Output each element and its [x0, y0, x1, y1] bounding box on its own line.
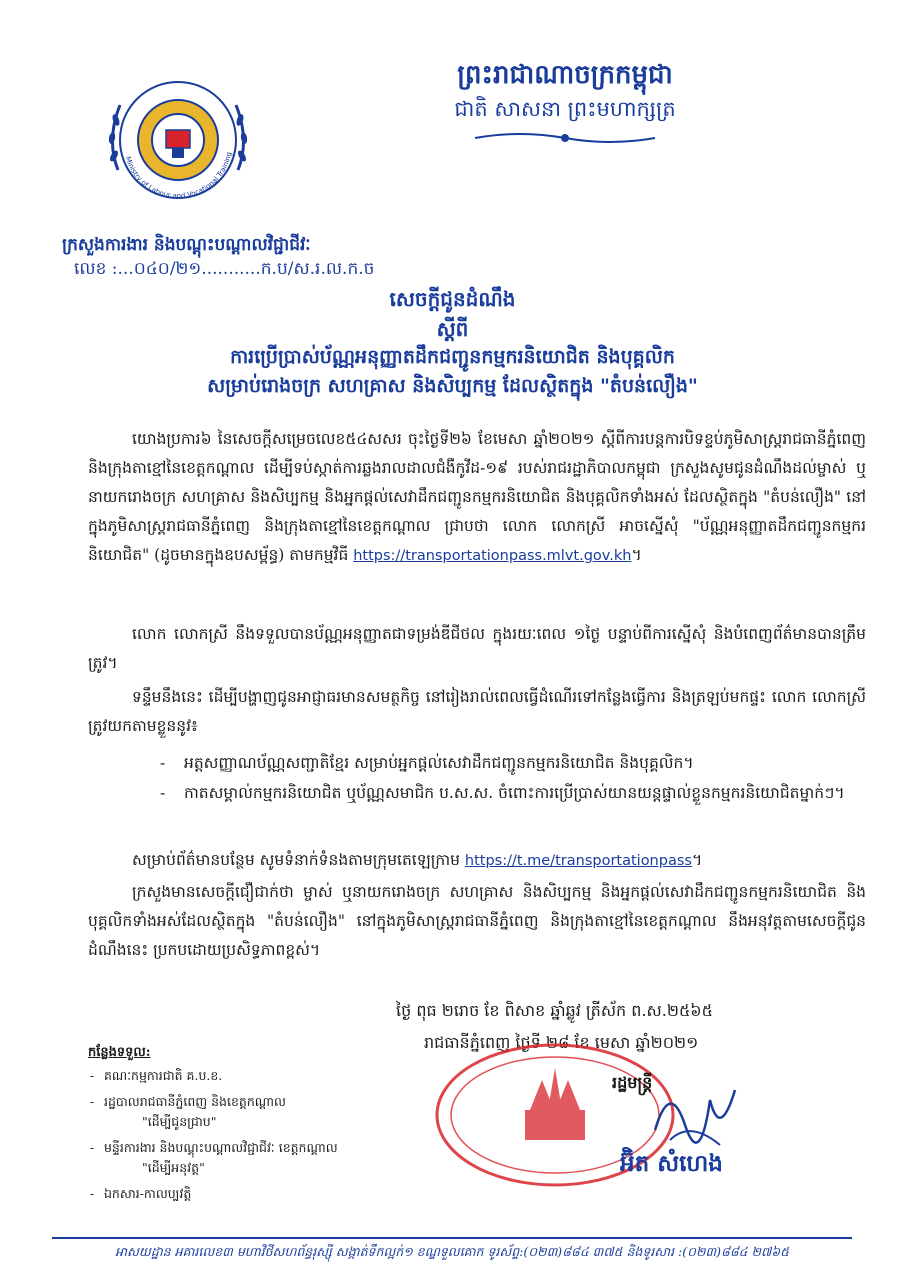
list-item-note: "ដើម្បីអនុវត្ត" [142, 1160, 205, 1175]
lunar-date: ថ្ងៃ ពុធ ២រោច ខែ ពិសាខ ឆ្នាំឆ្លូវ ត្រីស័ក ព.ស.២៥៦៥ [396, 1001, 713, 1020]
notice-subject-line1: ការប្រើប្រាស់ប័ណ្ណអនុញ្ញាតដឹកជញ្ជូនកម្មករនិយោជិត និងបុគ្គលិក [230, 346, 675, 368]
required-documents-list [160, 748, 866, 808]
ornament-divider [470, 130, 660, 146]
list-item-note: "ដើម្បីជូនជ្រាប" [142, 1114, 217, 1129]
list-item: - កាតសម្គាល់កម្មករនិយោជិត ឬប័ណ្ណសមាជិក ប.ស.ស. ចំពោះការប្រើប្រាស់យានយន្តផ្ទាល់ខ្លួនកម្មករនិយោជិតម្នាក់ៗ។ [160, 778, 866, 808]
list-item: - មន្ទីរការងារ និងបណ្តុះបណ្តាលវិជ្ជាជីវៈ ខេត្តកណ្តាល [90, 1138, 420, 1158]
paragraph-3: ទន្ទឹមនឹងនេះ ដើម្បីបង្ហាញជូនអាជ្ញាធរមានសមត្ថកិច្ច នៅរៀងរាល់ពេលធ្វើដំណើរទៅកន្លែងធ្វើការ និងត្រឡប់មកផ្ទះ លោក លោកស្រី ត្រូវយកតាមខ្លួននូវ៖ [88, 688, 866, 735]
footer-address: អាសយដ្ឋាន អគារលេខ៣ មហាវិថីសហព័ន្ធរុស្ស៊ី សង្កាត់ទឹកល្អក់១ ខណ្ឌទួលគោក ទូរស័ព្ទ:(០២៣)៨៨៤ ៣៧៥ និងទូរសារ :(០២៣)៨៨៤ ២៧៦៥ [115, 1244, 789, 1259]
kingdom-heading: ព្រះរាជាណាចក្រកម្ពុជា [457, 60, 673, 90]
reference-number: លេខ :...០៤០/២១...........ក.ប/ស.រ.ល.ក.ច [74, 259, 375, 279]
logo-text: Ministry of Labour and Vocational Training [123, 151, 234, 201]
recipients-list [90, 1066, 420, 1204]
recipients-heading: កន្លែងទទួល: [88, 1045, 151, 1060]
notice-title: សេចក្តីជូនដំណឹង [389, 287, 516, 311]
paragraph-1: យោងប្រការ៦ នៃសេចក្តីសម្រេចលេខ៥៤សសរ ចុះថ្ងៃទី២៦ ខែមេសា ឆ្នាំ២០២១ ស្តីពីការបន្តការបិទខ្ទប់ភូមិសាស្ត្ររាជធានីភ្នំពេញ និងក្រុងតាខ្មៅនៃខេត្តកណ្តាល ដើម្បីទប់ស្កាត់ការឆ្លងរាលដាលជំងឺកូវីដ-១៩ របស់រាជរដ្ឋាភិបាលកម្ពុជា ក្រសួងសូមជូនដំណឹងដល់ម្ចាស់ ឬនាយករោងចក្រ សហគ្រាស និងសិប្បកម្ម និងអ្នកផ្តល់សេវាដឹកជញ្ជូនកម្មករនិយោជិត និងបុគ្គលិកទាំងអស់ ដែលស្ថិតក្នុង "តំបន់លឿង" នៅក្នុងភូមិសាស្ត្ររាជធានីភ្នំពេញ និងក្រុងតាខ្មៅនៃខេត្តកណ្តាល ជ្រាបថា លោក លោកស្រី អាចស្នើសុំ "ប័ណ្ណអនុញ្ញាតដឹកជញ្ជូនកម្មករនិយោជិត" (ដូចមានក្នុងឧបសម្ព័ន្ធ) តាមកម្មវិធី https://transportationpass.mlvt.gov.kh។ [88, 430, 866, 564]
signatory-name: អ៊ិត សំហេង [620, 1150, 723, 1177]
telegram-link[interactable]: https://t.me/transportationpass [464, 853, 692, 869]
paragraph-2: លោក លោកស្រី នឹងទទួលបានប័ណ្ណអនុញ្ញាតជាទម្រង់ឌីជីថល ក្នុងរយៈពេល ១ថ្ងៃ បន្ទាប់ពីការស្នើសុំ និងបំពេញព័ត៌មានបានត្រឹមត្រូវ។ [88, 625, 866, 672]
signature-scribble [650, 1070, 740, 1150]
list-item: - ឯកសារ-កាលប្បវត្តិ [90, 1184, 420, 1204]
list-item: - រដ្ឋបាលរាជធានីភ្នំពេញ និងខេត្តកណ្តាល [90, 1092, 420, 1112]
ministry-logo [98, 60, 258, 220]
list-item: - គណៈកម្មការជាតិ គ.ប.ខ. [90, 1066, 420, 1086]
transportation-pass-link[interactable]: https://transportationpass.mlvt.gov.kh [353, 548, 632, 564]
ministry-name: ក្រសួងការងារ និងបណ្តុះបណ្តាលវិជ្ជាជីវៈ [62, 235, 311, 255]
notice-subject-label: ស្តីពី [436, 317, 469, 341]
national-motto: ជាតិ សាសនា ព្រះមហាក្សត្រ [454, 97, 676, 121]
solar-date: រាជធានីភ្នំពេញ ថ្ងៃទី ២៨ ខែ មេសា ឆ្នាំ២០២១ [424, 1033, 699, 1052]
footer-divider [52, 1237, 852, 1239]
notice-subject-line2: សម្រាប់រោងចក្រ សហគ្រាស និងសិប្បកម្ម ដែលស្ថិតក្នុង "តំបន់លឿង" [207, 375, 698, 397]
paragraph-5: ក្រសួងមានសេចក្តីជឿជាក់ថា ម្ចាស់ ឬនាយករោងចក្រ សហគ្រាស និងសិប្បកម្ម និងអ្នកផ្តល់សេវាដឹកជញ្ជូនកម្មករនិយោជិត និងបុគ្គលិកទាំងអស់ដែលស្ថិតក្នុង "តំបន់លឿង" នៅក្នុងភូមិសាស្ត្ររាជធានីភ្នំពេញ និងក្រុងតាខ្មៅនៃខេត្តកណ្តាល នឹងអនុវត្តតាមសេចក្តីជូនដំណឹងនេះ ប្រកបដោយប្រសិទ្ធភាពខ្ពស់។ [88, 883, 866, 959]
paragraph-4: សម្រាប់ព័ត៌មានបន្ថែម សូមទំនាក់ទំនងតាមក្រុមតេឡេក្រាម https://t.me/transportationpass។ [132, 851, 703, 869]
list-item: - អត្តសញ្ញាណប័ណ្ណសញ្ជាតិខ្មែរ សម្រាប់អ្នកផ្តល់សេវាដឹកជញ្ជូនកម្មករនិយោជិត និងបុគ្គលិក។ [160, 748, 866, 778]
signatory-title: រដ្ឋមន្ត្រី [612, 1073, 653, 1092]
